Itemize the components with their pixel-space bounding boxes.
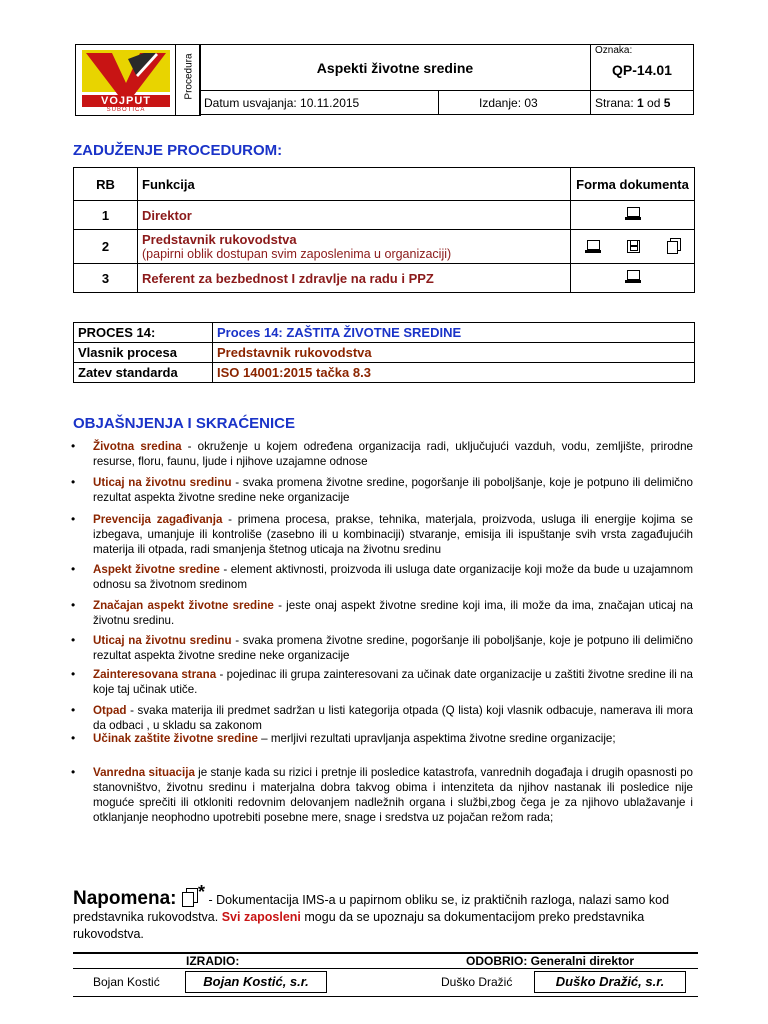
definition-text: je stanje kada su rizici i pretnje ili posledice katastrofa, vanrednih događaja i drugih opasnosti po stanovništvo, životnu sredinu i materjalna dobra takvog obima i intenziteta da njihov nastanak ili posledice nije moguće sprečiti ili otkloniti redovnim delovanjem nadležnih organa i službi,zbog čega je za njihovo ublažavanje i otklanjanje neophodno upotrebiti posebne mere, snage i sredstva uz pojačan režom rada; <box>93 766 693 824</box>
documents-icon <box>180 888 198 906</box>
note-emphasis: Svi zaposleni <box>221 910 301 924</box>
header-table <box>199 44 694 115</box>
definition-text: - element aktivnosti, proizvoda ili usluga date organizacije koji može da bude u uzajamnom odnosu sa životnom sredinom <box>93 563 694 591</box>
row-function-cell <box>138 230 571 264</box>
definition-text: – merljivi rezultati upravljanja aspektima životne sredine organizacije; <box>257 732 616 745</box>
row-rb: 1 <box>74 201 138 230</box>
definition-text: - pojedinac ili grupa zainteresovani za učinak date organizacije u zaštiti životne sredine ili na koje taj učinak utiče. <box>93 668 693 696</box>
list-item <box>93 598 693 628</box>
logo-subtext: SUBOTICA <box>106 107 146 113</box>
definition-term: Uticaj na životnu sredinu <box>93 634 232 647</box>
computer-icon <box>625 207 641 220</box>
logo-text: VOJPUT <box>100 95 151 107</box>
list-item <box>93 475 693 505</box>
row-rb: 2 <box>74 230 138 264</box>
definition-term: Vanredna situacija <box>93 766 195 779</box>
row-form <box>571 230 695 264</box>
definition-term: Otpad <box>93 704 127 717</box>
page-total: 5 <box>663 95 671 110</box>
approved-by-signature: Duško Dražić, s.r. <box>534 971 686 993</box>
process-owner-label: Vlasnik procesa <box>74 343 213 363</box>
list-item <box>93 633 693 663</box>
document-title: Aspekti životne sredine <box>200 45 591 91</box>
definition-term: Značajan aspekt životne sredine <box>93 599 274 612</box>
definition-term: Zainteresovana strana <box>93 668 217 681</box>
assignment-table <box>73 167 695 293</box>
note-label: Napomena: <box>73 888 177 909</box>
list-item <box>93 512 693 557</box>
note-star: * <box>197 882 205 902</box>
row-rb: 3 <box>74 264 138 293</box>
floppy-disk-icon <box>627 240 640 253</box>
definition-term: Životna sredina <box>93 440 182 453</box>
edition: Izdanje: 03 <box>439 91 591 115</box>
process-label: PROCES 14: <box>74 323 213 343</box>
computer-icon <box>625 270 641 283</box>
definition-text: - svaka materija ili predmet sadržan u listi kategorija otpada (Q lista) koji vlasnik odbacuje, namerava ili mora da odbaci , u skladu sa zakonom <box>93 704 693 732</box>
row-function: Referent za bezbednost I zdravlje na radu i PPZ <box>138 264 571 293</box>
page-indicator <box>591 91 694 115</box>
adoption-date: Datum usvajanja: 10.11.2015 <box>200 91 439 115</box>
note-block <box>73 884 698 943</box>
code-label: Oznaka: <box>595 45 633 56</box>
assignment-heading: ZADUŽENJE PROCEDUROM: <box>73 142 283 159</box>
table-row <box>74 201 695 230</box>
note-text-2: mogu da se upoznaju sa dokumentacijom preko predstavnika rukovodstva. <box>73 910 645 941</box>
definition-text: - primena procesa, prakse, tehnika, materjala, proizvoda, usluga ili energije kojima se izbegava, umanjuje ili kontroliše (zasebno ili u kombinaciji) stvaranje, emisija ili ispuštanje svih vrsta zagađujućih materija ili otpada, radi smanjenja štetnog uticaja na životnu sredinu <box>93 513 693 556</box>
document-code-cell <box>591 45 694 91</box>
list-item <box>93 765 693 825</box>
row-form <box>571 264 695 293</box>
list-item <box>93 731 693 746</box>
computer-icon <box>585 240 601 253</box>
definition-term: Učinak zaštite životne sredine <box>93 732 258 745</box>
col-form-header: Forma dokumenta <box>571 168 695 201</box>
row-function: Predstavnik rukovodstva <box>142 231 297 247</box>
footer-rule-2 <box>73 968 698 969</box>
table-row <box>74 230 695 264</box>
approved-by-label: ODOBRIO: Generalni direktor <box>466 954 635 968</box>
definition-text: - okruženje u kojem određena organizacija radi, uključujući vazduh, vodu, zemljište, prirodne resurse, floru, faunu, ljude i njihove uzajamne odnose <box>93 440 694 468</box>
page-prefix: Strana: <box>595 95 638 110</box>
table-row <box>74 264 695 293</box>
col-rb-header: RB <box>74 168 138 201</box>
company-logo <box>75 44 176 116</box>
definition-term: Uticaj na životnu sredinu <box>93 476 232 489</box>
copies-icon <box>665 238 680 253</box>
row-function: Direktor <box>138 201 571 230</box>
row-function-note: (papirni oblik dostupan svim zaposlenima u organizaciji) <box>142 246 452 261</box>
definition-text: - svaka promena životne sredine, pogoršanje ili poboljšanje, koje je potpuno ili delimično rezultat aspekta životne sredine neke organizacije <box>93 634 694 662</box>
definition-term: Prevencija zagađivanja <box>93 513 223 526</box>
made-by-label: IZRADIO: <box>186 954 240 968</box>
list-item <box>93 667 693 697</box>
process-value: Proces 14: ZAŠTITA ŽIVOTNE SREDINE <box>213 323 695 343</box>
approved-by-name: Duško Dražić <box>441 975 513 989</box>
page-mid: od <box>643 95 664 110</box>
note-dash: - <box>204 893 217 907</box>
col-function-header: Funkcija <box>138 168 571 201</box>
made-by-signature: Bojan Kostić, s.r. <box>185 971 327 993</box>
definition-term: Aspekt životne sredine <box>93 563 220 576</box>
row-form <box>571 201 695 230</box>
list-item <box>93 439 693 469</box>
process-table <box>73 322 695 383</box>
process-owner-value: Predstavnik rukovodstva <box>213 343 695 363</box>
document-code: QP-14.01 <box>612 62 672 78</box>
page-number: 1 <box>637 95 644 110</box>
list-item <box>93 562 693 592</box>
procedure-label-text: Procedura <box>183 53 195 100</box>
definition-text: - svaka promena životne sredine, pogoršanje ili poboljšanje, koje je potpuno ili delimično rezultat aspekta životne sredine neke organizacije <box>93 476 694 504</box>
standard-value: ISO 14001:2015 tačka 8.3 <box>213 363 695 383</box>
definitions-heading: OBJAŠNJENJA I SKRAĆENICE <box>73 415 295 432</box>
standard-label: Zatev standarda <box>74 363 213 383</box>
note-text-1: Dokumentacija IMS-a u papirnom obliku se, iz praktičnih razloga, nalazi samo kod predstavnika rukovodstva. <box>73 893 670 924</box>
procedure-vertical-label <box>175 44 201 116</box>
footer-rule-3 <box>73 996 698 997</box>
list-item <box>93 703 693 733</box>
definition-text: - jeste onaj aspekt životne sredine koji ima, ili može da ima, značajan uticaj na životnu sredinu. <box>93 599 693 627</box>
made-by-name: Bojan Kostić <box>93 975 160 989</box>
